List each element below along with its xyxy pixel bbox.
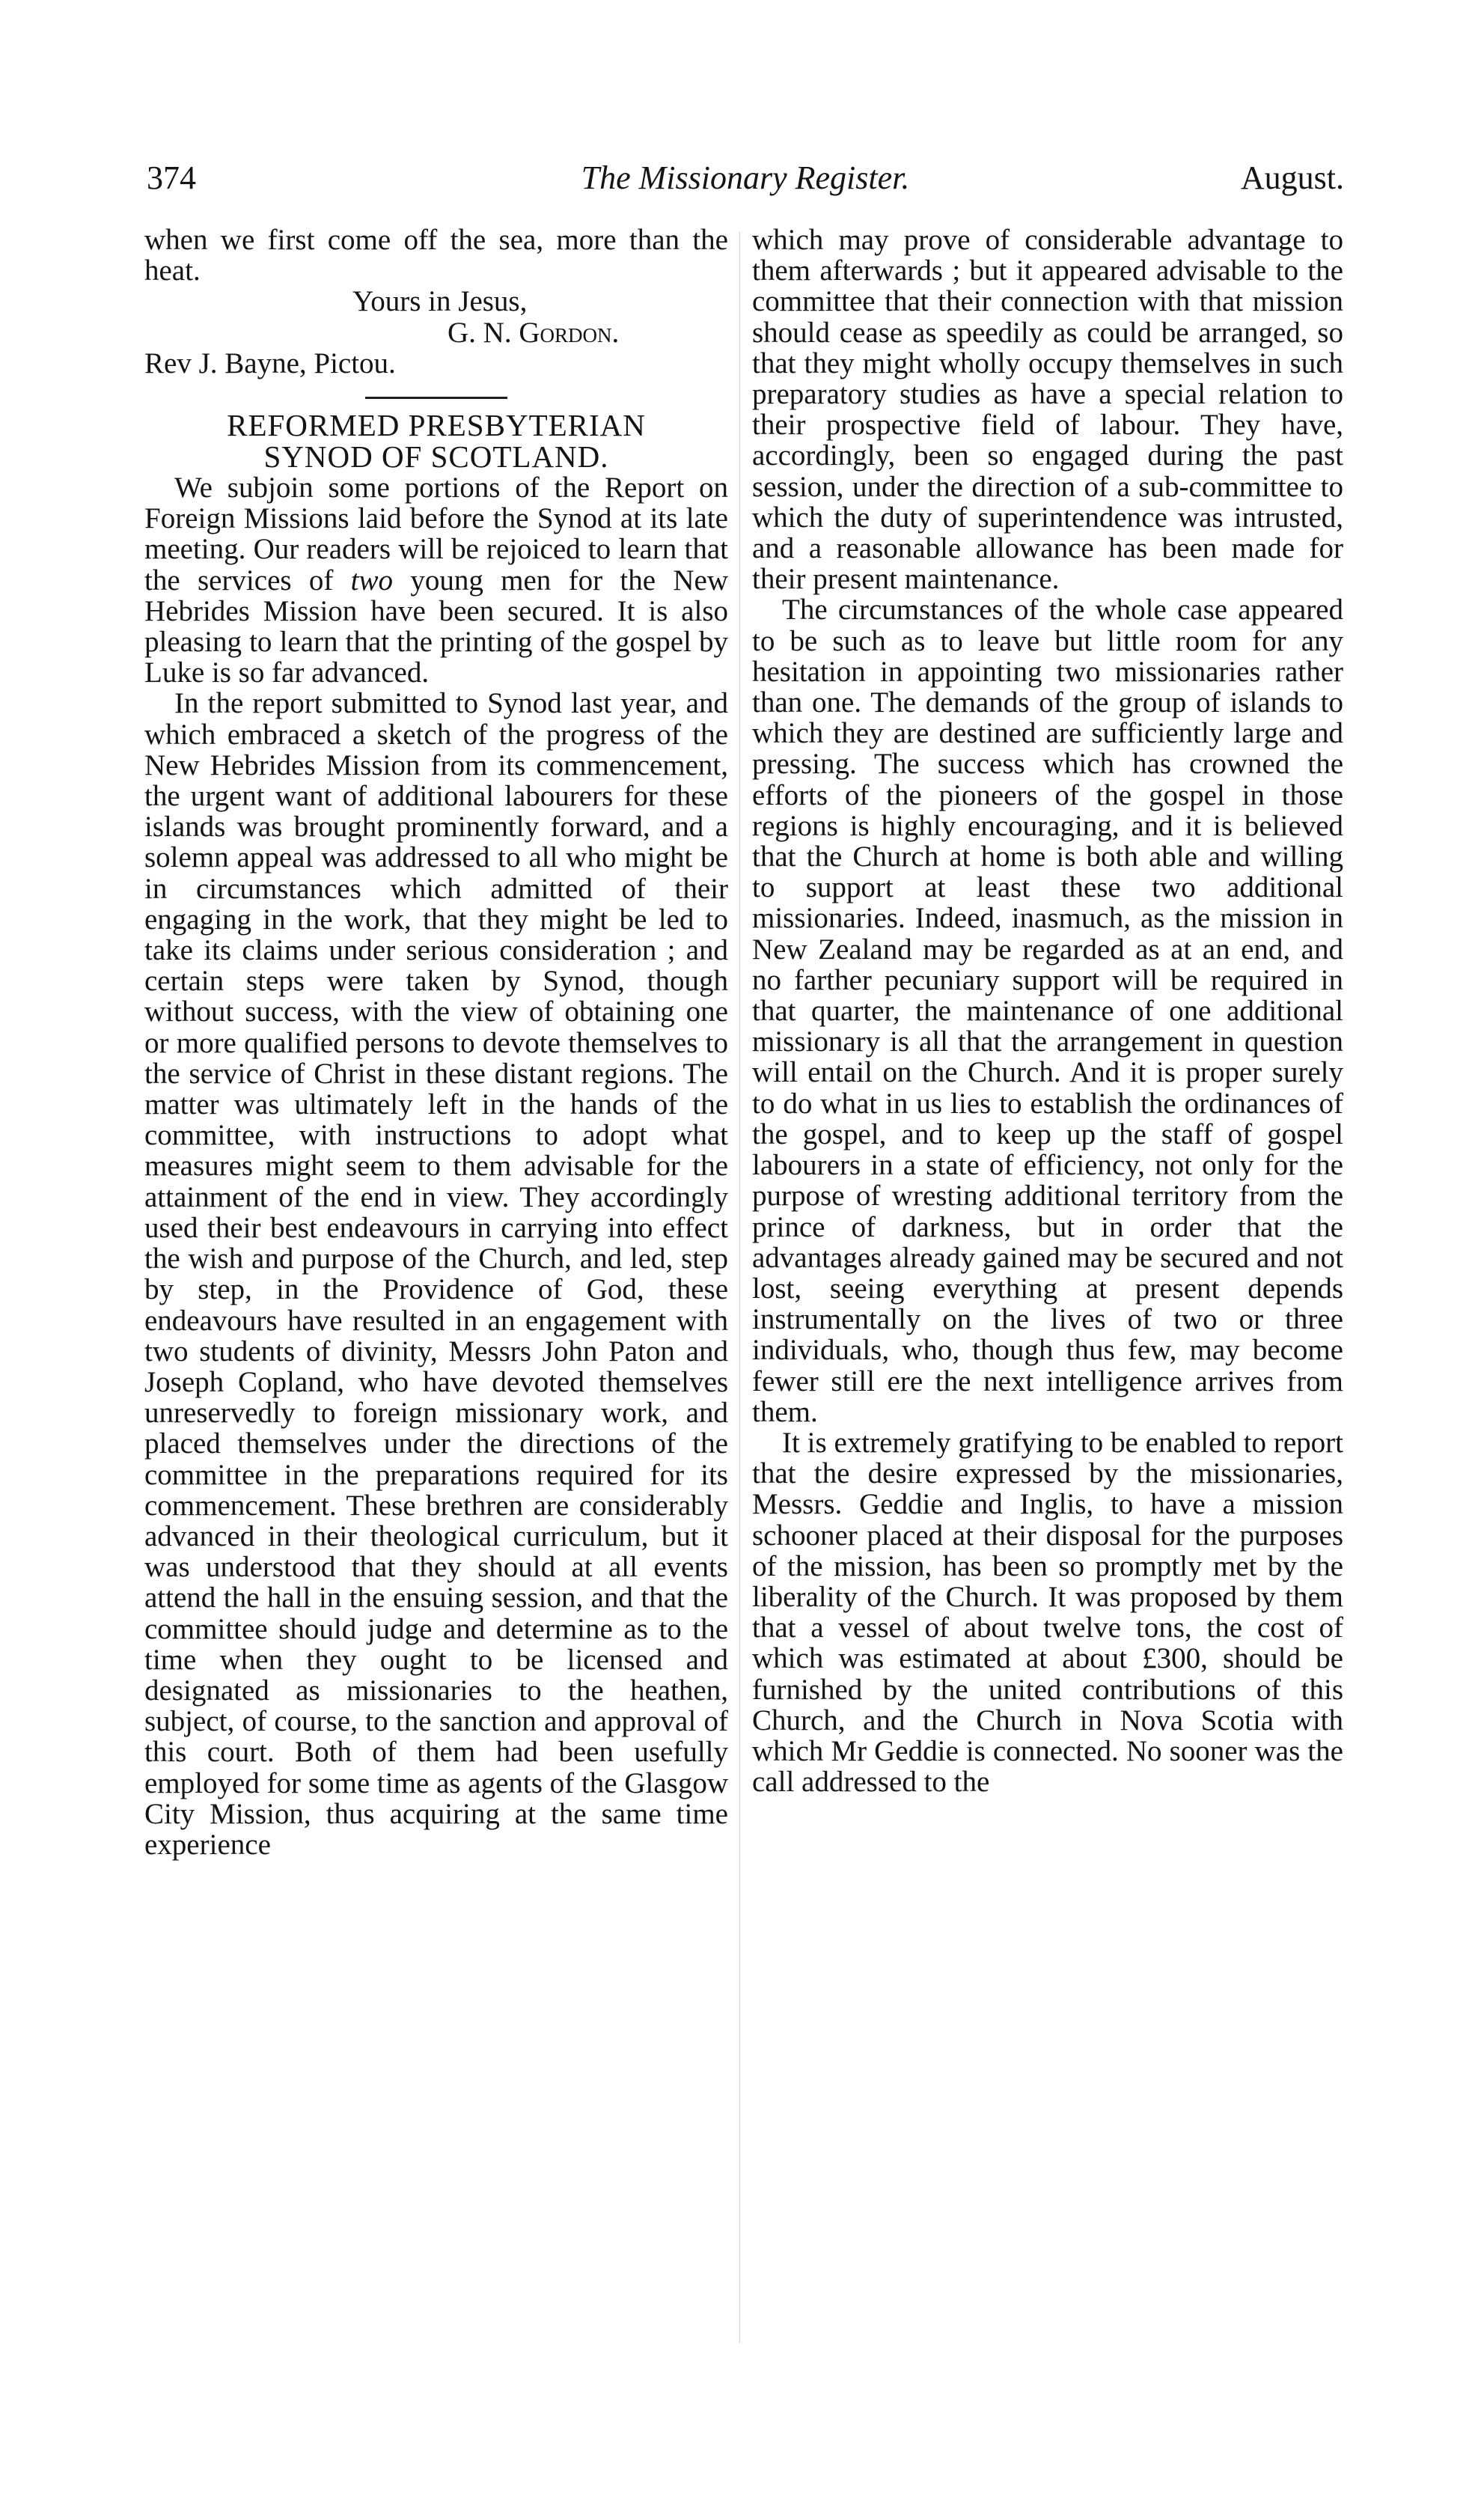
intro-paragraph	[144, 472, 728, 688]
header-month: August.	[1240, 159, 1344, 196]
section-heading-line-2: SYNOD OF SCOTLAND.	[263, 439, 609, 475]
letter-signature: G. N. Gordon.	[448, 316, 620, 349]
report-paragraph-2: The circumstances of the whole case appeared to be such as to leave but little room for any hesitation in appointing two missionaries rather than one. The demands of the group of islands to which they are destined are sufficiently large and pressing. The success which has crowned the efforts of the pioneers of the gospel in those regions is highly encouraging, and it is believed that the Church at home is both able and willing to support at least these two additional missionaries. Indeed, inasmuch, as the mission in New Zealand may be regarded as at an end, and no farther pecuniary support will be required in that quarter, the maintenance of one additional missionary is all that the arrangement in question will entail on the Church. And it is proper surely to do what in us lies to establish the ordinances of the gospel, and to keep up the staff of gospel labourers in a state of efficiency, not only for the purpose of wresting additional territory from the prince of darkness, but in order that the advantages already gained may be secured and not lost, seeing everything at present depends instrumentally on the lives of two or three individuals, who, though thus few, may become fewer still ere the next intelligence arrives from them.	[752, 594, 1343, 1428]
section-heading	[144, 408, 728, 475]
right-column	[752, 225, 1343, 1797]
intro-text-start: We subjoin some portions of the Report on Foreign Missions laid before the Synod at its late meeting. Our readers will be rejoiced to learn that the services of	[144, 472, 728, 597]
page-header	[147, 159, 1344, 204]
letter-closing: Yours in Jesus,	[352, 285, 528, 318]
report-paragraph-1: In the report submitted to Synod last year, and which embraced a sketch of the progress of the New Hebrides Mission from its commencement, the urgent want of additional labourers for these islands was brought prominently forward, and a solemn appeal was addressed to all who might be in circumstances which admitted of their engaging in the work, that they might be led to take its claims under serious consideration ; and certain steps were taken by Synod, though without success, with the view of obtaining one or more qualified persons to devote themselves to the service of Christ in these distant regions. The matter was ultimately left in the hands of the committee, with instructions to adopt what measures might seem to them advisable for the attainment of the end in view. They accordingly used their best endeavours in carrying into effect the wish and purpose of the Church, and led, step by step, in the Providence of God, these endeavours have resulted in an engagement with two students of divinity, Messrs John Paton and Joseph Copland, who have devoted themselves unreservedly to foreign missionary work, and placed themselves under the directions of the committee in the preparations required for its commencement. These brethren are considerably advanced in their theological curriculum, but it was understood that they should at all events attend the hall in the ensuing session, and that the committee should judge and determine as to the time when they ought to be licensed and designated as missionaries to the heathen, subject, of course, to the sanction and approval of this court. Both of them had been usefully employed for some time as agents of the Glasgow City Mission, thus acquiring at the same time experience	[144, 687, 728, 1861]
letter-addressee: Rev J. Bayne, Pictou.	[144, 347, 396, 379]
running-title: The Missionary Register.	[581, 159, 910, 196]
page-number: 374	[147, 159, 196, 196]
intro-italic-word: two	[350, 564, 394, 597]
report-paragraph-1-continued: which may prove of considerable advantage to them afterwards ; but it appeared advisable to the committee that their connection with that mission should cease as speedily as could be arranged, so that they might wholly occupy themselves in such preparatory studies as have a special relation to their prospective field of labour. They have, accordingly, been so engaged during the past session, under the direction of a sub-committee to which the duty of superintendence was intrusted, and a reasonable allowance has been made for their present maintenance.	[752, 224, 1343, 596]
intro-text-end: young men for the New Hebrides Mission have been secured. It is also pleasing to learn that the printing of the gospel by Luke is so far advanced.	[144, 564, 728, 689]
report-paragraph-3: It is extremely gratifying to be enabled to report that the desire expressed by the missionaries, Messrs. Geddie and Inglis, to have a mission schooner placed at their disposal for the purposes of the mission, has been so promptly met by the liberality of the Church. It was proposed by them that a vessel of about twelve tons, the cost of which was estimated at about £300, should be furnished by the united contributions of this Church, and the Church in Nova Scotia with which Mr Geddie is connected. No sooner was the call addressed to the	[752, 1426, 1343, 1799]
left-column	[144, 225, 728, 1860]
section-divider	[365, 397, 507, 399]
section-heading-line-1: REFORMED PRESBYTERIAN	[227, 408, 646, 443]
letter-ending: when we first come off the sea, more than the heat.	[144, 224, 728, 287]
